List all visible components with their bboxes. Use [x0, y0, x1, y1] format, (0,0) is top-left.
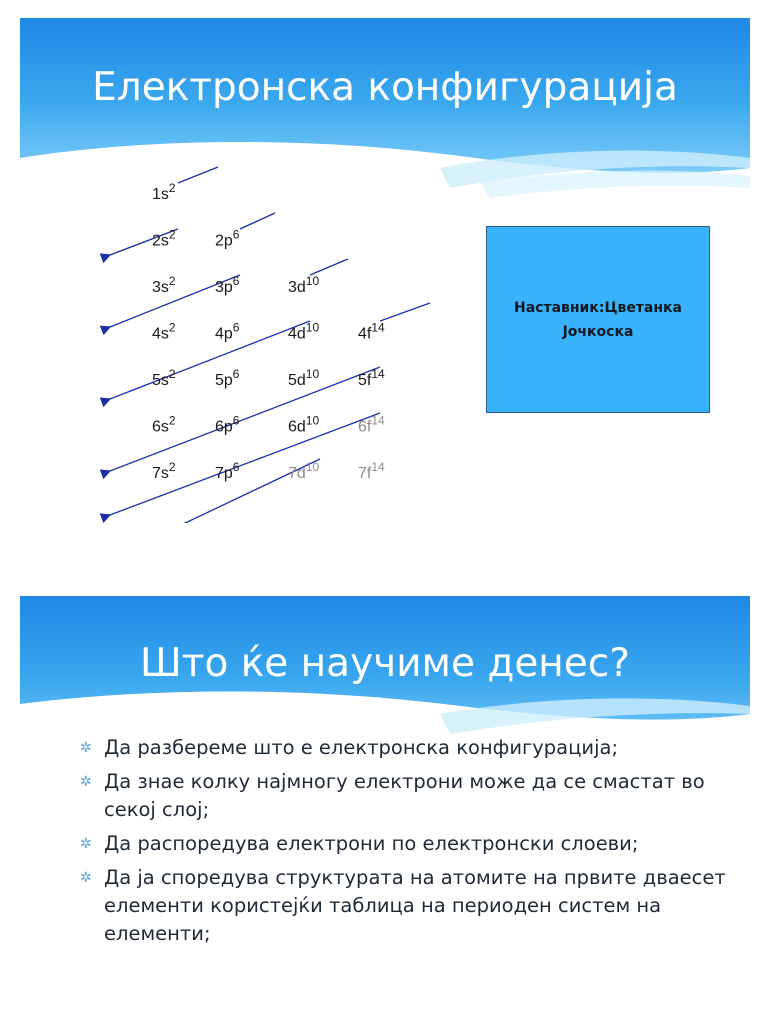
orbital-label: $3d^{10}$ [288, 274, 320, 296]
orbital-label: $7p^6$ [215, 460, 240, 482]
list-item: ✲ Да знае колку најмногу електрони може да се смастат во секој слој; [80, 770, 705, 821]
orbital-label: $2p^6$ [215, 227, 240, 250]
orbital-label: $5p^6$ [215, 367, 240, 389]
diagonal-arrow [240, 213, 275, 229]
orbital-label: $1s^2$ [152, 181, 176, 203]
diagonal-arrow [310, 259, 348, 275]
orbital-label: $6p^6$ [215, 413, 240, 436]
orbital-label: $7d^{10}$ [288, 460, 320, 482]
orbital-label: $4s^2$ [152, 320, 176, 343]
orbital-label: $4f^{14}$ [358, 320, 385, 343]
slide-title: Електронска конфигурација [92, 65, 678, 110]
orbital-label: $3p^6$ [215, 274, 240, 296]
bullet-star-icon: ✲ [80, 870, 92, 886]
orbital-label: $4d^{10}$ [288, 320, 320, 343]
diagonal-arrow [110, 321, 310, 399]
teacher-box [486, 226, 710, 413]
orbital-label: $2s^2$ [152, 227, 176, 250]
list-item: ✲ Да ја споредува структурата на атомите на првите дваесет елементи користејќи таблица на периоден систем на елементи; [80, 866, 726, 945]
bullet-star-icon: ✲ [80, 836, 92, 852]
diagonal-arrow [380, 303, 430, 321]
orbital-label: $7s^2$ [152, 460, 176, 482]
list-item: ✲ Да распоредува електрони по електронски слоеви; [80, 830, 730, 858]
slide-title: Што ќе научиме денес? [140, 641, 630, 686]
orbital-label: $6f^{14}$ [358, 413, 385, 436]
slide-1 [20, 18, 750, 545]
objectives-list [80, 734, 730, 954]
orbital-filling-diagram [100, 163, 460, 523]
orbital-label: $6s^2$ [152, 413, 176, 436]
slide-2 [20, 596, 750, 1006]
orbital-label: $5s^2$ [152, 367, 176, 389]
orbital-label: $4p^6$ [215, 320, 240, 343]
list-item: ✲ Да разбереме што е електронска конфигурација; [80, 734, 730, 762]
orbital-label: $7f^{14}$ [358, 460, 385, 482]
orbital-label: $5d^{10}$ [288, 367, 320, 389]
orbital-label: $6d^{10}$ [288, 413, 320, 436]
bullet-star-icon: ✲ [80, 774, 92, 790]
diagonal-arrow [110, 413, 380, 515]
diagonal-arrow [178, 167, 218, 183]
orbital-label: $5f^{14}$ [358, 367, 385, 389]
bullet-star-icon: ✲ [80, 740, 92, 756]
orbital-label: $3s^2$ [152, 274, 176, 296]
teacher-name: Наставник:Цветанка Јочкоска [514, 299, 682, 340]
